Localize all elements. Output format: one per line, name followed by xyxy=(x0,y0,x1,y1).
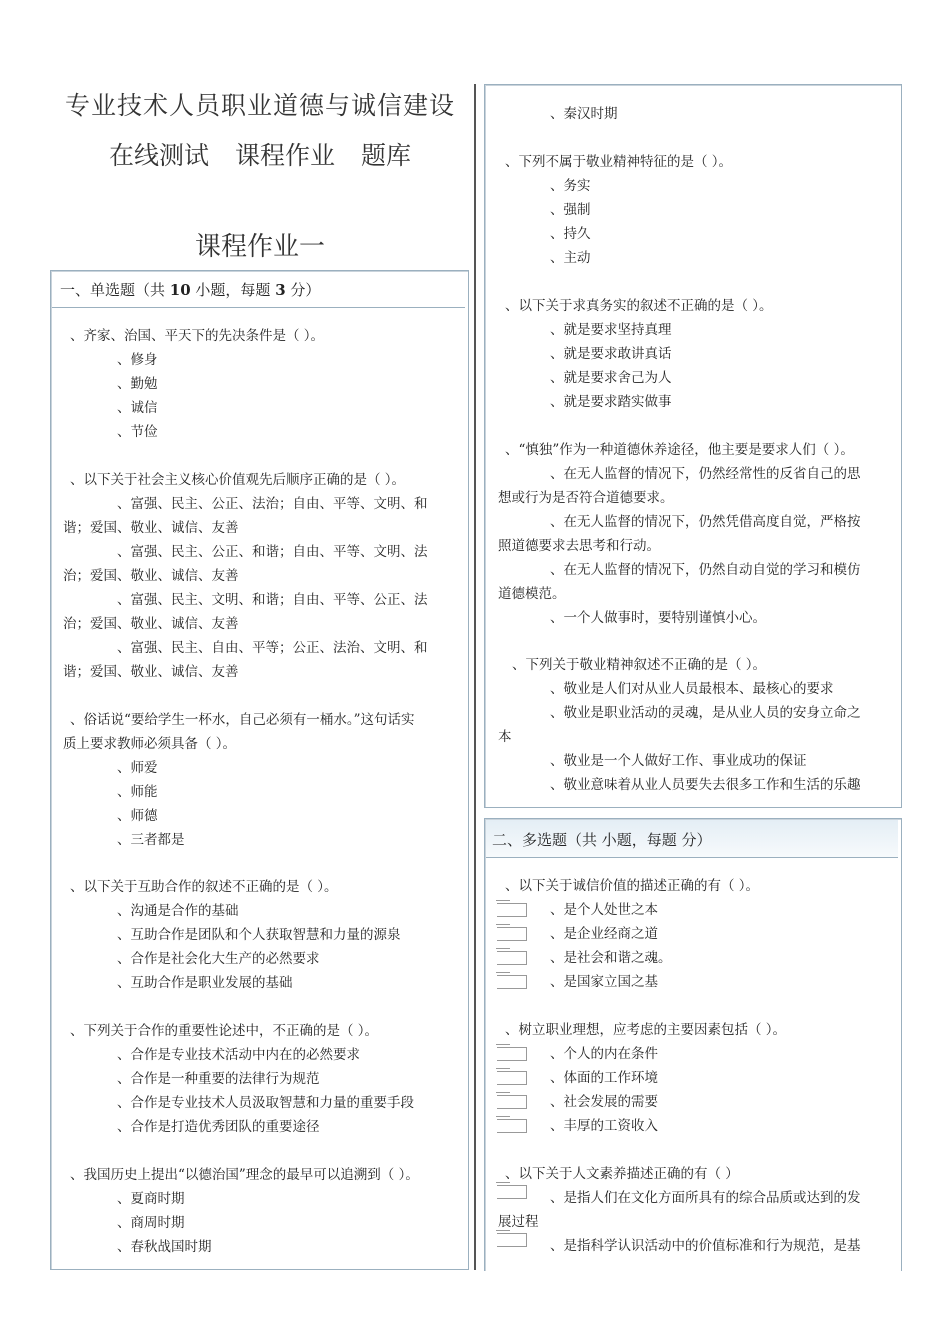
option-text-cont: 治；爱国、敬业、诚信、友善 xyxy=(63,616,239,632)
document-subtitle: 在线测试 课程作业 题库 xyxy=(109,141,411,170)
option-text-cont: 想或行为是否符合道德要求。 xyxy=(498,490,674,506)
option-text[interactable]: 、合作是社会化大生产的必然要求 xyxy=(117,951,320,967)
option-text[interactable]: 、三者都是 xyxy=(117,832,185,848)
option-text[interactable]: 、敬业是一个人做好工作、事业成功的保证 xyxy=(550,753,807,769)
option-text-cont: 本 xyxy=(498,729,512,745)
checkbox[interactable] xyxy=(497,1095,527,1109)
option-text[interactable]: 、敬业是人们对从业人员最根本、最核心的要求 xyxy=(550,681,834,697)
option-text[interactable]: 、富强、民主、自由、平等；公正、法治、文明、和 xyxy=(117,640,428,656)
option-text-cont: 照道德要求去思考和行动。 xyxy=(498,538,660,554)
option-text[interactable]: 、体面的工作环境 xyxy=(550,1070,658,1086)
question-text: 、“慎独”作为一种道德休养途径，他主要是要求人们（ ）。 xyxy=(505,442,854,458)
option-text-cont: 谐；爱国、敬业、诚信、友善 xyxy=(63,520,239,536)
option-text[interactable]: 、合作是一种重要的法律行为规范 xyxy=(117,1071,320,1087)
option-text[interactable]: 、节俭 xyxy=(117,424,158,440)
option-text[interactable]: 、是个人处世之本 xyxy=(550,902,658,918)
checkbox[interactable] xyxy=(497,927,527,941)
checkbox[interactable] xyxy=(497,1071,527,1085)
option-text[interactable]: 、师德 xyxy=(117,808,158,824)
option-text[interactable]: 、富强、民主、公正、法治；自由、平等、文明、和 xyxy=(117,496,428,512)
section1-prefix: 一、单选题（共 xyxy=(60,281,170,299)
option-text[interactable]: 、是指人们在文化方面所具有的综合品质或达到的发 xyxy=(550,1190,861,1206)
option-text-cont: 谐；爱国、敬业、诚信、友善 xyxy=(63,664,239,680)
option-text[interactable]: 、敬业是职业活动的灵魂，是从业人员的安身立命之 xyxy=(550,705,861,721)
option-text[interactable]: 、勤勉 xyxy=(117,376,158,392)
option-text[interactable]: 、是国家立国之基 xyxy=(550,974,658,990)
question-text: 、俗话说“要给学生一杯水，自己必须有一桶水。”这句话实 xyxy=(70,712,415,728)
checkbox[interactable] xyxy=(497,1233,527,1247)
question-text: 、齐家、治国、平天下的先决条件是（ ）。 xyxy=(70,328,325,344)
checkbox[interactable] xyxy=(497,951,527,965)
option-text[interactable]: 、合作是专业技术活动中内在的必然要求 xyxy=(117,1047,360,1063)
option-text[interactable]: 、一个人做事时，要特别谨慎小心。 xyxy=(550,610,766,626)
checkbox[interactable] xyxy=(497,903,527,917)
question-text: 、下列关于敬业精神叙述不正确的是（ ）。 xyxy=(512,657,767,673)
multi-choice-header: 二、多选题（共 小题，每题 分） xyxy=(486,820,898,858)
option-text[interactable]: 、个人的内在条件 xyxy=(550,1046,658,1062)
question-text: 、以下关于诚信价值的描述正确的有（ ）。 xyxy=(505,878,760,894)
question-text: 、树立职业理想，应考虑的主要因素包括（ ）。 xyxy=(505,1022,787,1038)
option-text[interactable]: 、敬业意味着从业人员要失去很多工作和生活的乐趣 xyxy=(550,777,861,793)
option-text[interactable]: 、商周时期 xyxy=(117,1215,185,1231)
option-text[interactable]: 、合作是打造优秀团队的重要途径 xyxy=(117,1119,320,1135)
checkbox[interactable] xyxy=(497,1185,527,1199)
checkbox[interactable] xyxy=(497,975,527,989)
option-text[interactable]: 、沟通是合作的基础 xyxy=(117,903,239,919)
document-title: 专业技术人员职业道德与诚信建设 xyxy=(64,91,455,120)
question-text: 、以下关于求真务实的叙述不正确的是（ ）。 xyxy=(505,298,773,314)
section1-suffix: 分） xyxy=(285,281,321,299)
option-text[interactable]: 、就是要求踏实做事 xyxy=(550,394,672,410)
question-text: 、下列关于合作的重要性论述中，不正确的是（ ）。 xyxy=(70,1023,379,1039)
option-text[interactable]: 、主动 xyxy=(550,250,591,266)
checkbox[interactable] xyxy=(497,1119,527,1133)
option-text-cont: 道德模范。 xyxy=(498,586,566,602)
option-text[interactable]: 、师能 xyxy=(117,784,158,800)
assignment-title: 课程作业一 xyxy=(194,232,325,262)
option-text[interactable]: 、强制 xyxy=(550,202,591,218)
option-text[interactable]: 、务实 xyxy=(550,178,591,194)
option-text-cont: 治；爱国、敬业、诚信、友善 xyxy=(63,568,239,584)
option-text[interactable]: 、师爱 xyxy=(117,760,158,776)
option-text[interactable]: 、社会发展的需要 xyxy=(550,1094,658,1110)
question-text: 、我国历史上提出“以德治国”理念的最早可以追溯到（ ）。 xyxy=(70,1167,419,1183)
checkbox[interactable] xyxy=(497,1047,527,1061)
option-text[interactable]: 、春秋战国时期 xyxy=(117,1239,212,1255)
option-text[interactable]: 、就是要求敢讲真话 xyxy=(550,346,672,362)
option-text[interactable]: 、丰厚的工资收入 xyxy=(550,1118,658,1134)
question-text: 、以下关于互助合作的叙述不正确的是（ ）。 xyxy=(70,879,338,895)
option-text[interactable]: 、合作是专业技术人员汲取智慧和力量的重要手段 xyxy=(117,1095,414,1111)
question-text: 、以下关于人文素养描述正确的有（ ） xyxy=(505,1166,739,1182)
option-text[interactable]: 、就是要求舍己为人 xyxy=(550,370,672,386)
option-text-cont: 展过程 xyxy=(498,1214,539,1230)
section1-mid: 小题，每题 xyxy=(190,281,276,299)
option-text[interactable]: 、就是要求坚持真理 xyxy=(550,322,672,338)
option-text[interactable]: 、诚信 xyxy=(117,400,158,416)
option-text[interactable]: 、秦汉时期 xyxy=(550,106,618,122)
option-text[interactable]: 、修身 xyxy=(117,352,158,368)
option-text[interactable]: 、互助合作是团队和个人获取智慧和力量的源泉 xyxy=(117,927,401,943)
question-text: 、以下关于社会主义核心价值观先后顺序正确的是（ ）。 xyxy=(70,472,406,488)
option-text[interactable]: 、夏商时期 xyxy=(117,1191,185,1207)
question-text: 、下列不属于敬业精神特征的是（ ）。 xyxy=(505,154,733,170)
option-text[interactable]: 、在无人监督的情况下，仍然凭借高度自觉，严格按 xyxy=(550,514,861,530)
option-text[interactable]: 、是企业经商之道 xyxy=(550,926,658,942)
option-text[interactable]: 、在无人监督的情况下，仍然自动自觉的学习和模仿 xyxy=(550,562,861,578)
section1-count: 10 xyxy=(169,281,191,299)
section1-score: 3 xyxy=(275,281,286,299)
option-text[interactable]: 、富强、民主、文明、和谐；自由、平等、公正、法 xyxy=(117,592,428,608)
option-text[interactable]: 、富强、民主、公正、和谐；自由、平等、文明、法 xyxy=(117,544,428,560)
option-text[interactable]: 、在无人监督的情况下，仍然经常性的反省自己的思 xyxy=(550,466,861,482)
option-text[interactable]: 、互助合作是职业发展的基础 xyxy=(117,975,293,991)
question-text-cont: 质上要求教师必须具备（ ）。 xyxy=(63,736,237,752)
option-text[interactable]: 、持久 xyxy=(550,226,591,242)
column-divider xyxy=(474,84,476,1270)
option-text[interactable]: 、是社会和谐之魂。 xyxy=(550,950,672,966)
option-text[interactable]: 、是指科学认识活动中的价值标准和行为规范，是基 xyxy=(550,1238,861,1254)
single-choice-header xyxy=(52,272,465,308)
